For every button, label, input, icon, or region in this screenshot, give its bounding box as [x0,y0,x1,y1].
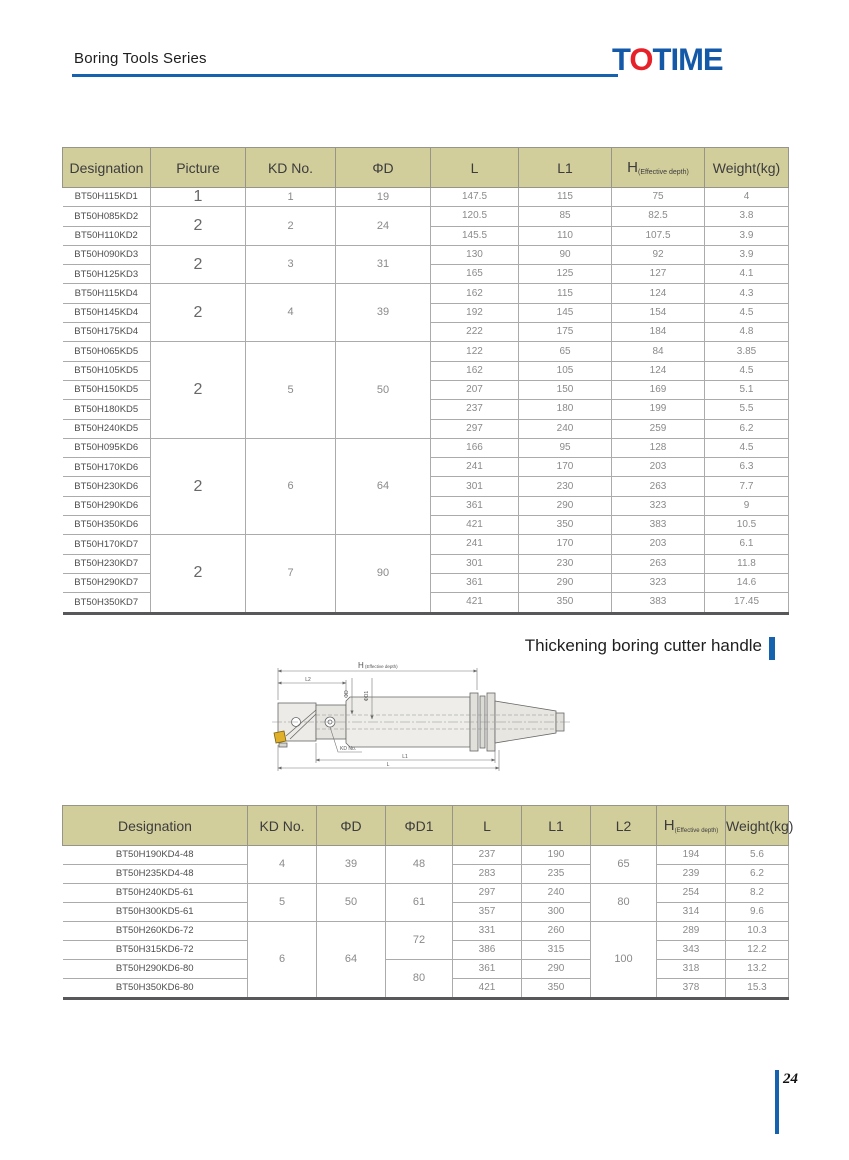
column-header: L [431,148,519,188]
table-cell: 162 [431,284,519,303]
page-title: Boring Tools Series [74,50,207,67]
table-cell: 2 [151,245,246,284]
table-row [63,207,789,226]
table-cell: 90 [519,245,612,264]
table-cell: BT50H110KD2 [63,226,151,245]
table-cell: 48 [386,846,453,884]
table-cell: 361 [453,960,522,979]
table-cell: 230 [519,477,612,496]
column-header: ΦD [317,806,386,846]
table-cell: 300 [522,903,591,922]
table-cell: BT50H085KD2 [63,207,151,226]
table-cell: 3 [246,245,336,284]
table-cell: BT50H115KD1 [63,188,151,207]
thickening-handle-table [62,805,794,1000]
table-cell: 75 [612,188,705,207]
table-cell: 24 [336,207,431,246]
table-cell: 190 [522,846,591,865]
table-cell: BT50H065KD5 [63,342,151,361]
table-cell: 2 [151,438,246,534]
table-cell: 3.9 [705,226,789,245]
table-cell: 2 [151,284,246,342]
table-row [63,188,789,207]
table-cell: BT50H180KD5 [63,400,151,419]
table-cell: 39 [317,846,386,884]
table-cell: 361 [431,496,519,515]
table-cell: 184 [612,323,705,342]
table-cell: BT50H240KD5-61 [63,884,248,903]
column-header: ΦD [336,148,431,188]
table-cell: 203 [612,458,705,477]
table-cell: 95 [519,438,612,457]
table-cell: 72 [386,922,453,960]
label-h-sub: (Effective depth) [365,664,398,669]
table-row [63,438,789,457]
carbide-insert [274,731,286,743]
table-cell: 240 [522,884,591,903]
table-cell: 9.6 [726,903,789,922]
table-cell: 124 [612,284,705,303]
label-l1: L1 [402,754,408,760]
table-cell: 6.1 [705,535,789,554]
table-cell: 230 [519,554,612,573]
table-cell: 301 [431,477,519,496]
table-cell: 4.3 [705,284,789,303]
table-cell: 4 [705,188,789,207]
table-cell: 7 [246,535,336,613]
table-cell: BT50H150KD5 [63,380,151,399]
column-header: Picture [151,148,246,188]
table-cell: 4.8 [705,323,789,342]
table-row [63,245,789,264]
table-cell: 192 [431,303,519,322]
table-cell: 9 [705,496,789,515]
table-cell: 343 [657,941,726,960]
table-cell: BT50H190KD4-48 [63,846,248,865]
table-cell: 421 [431,516,519,535]
table-cell: 6.2 [726,865,789,884]
table-cell: 283 [453,865,522,884]
table-cell: 3.9 [705,245,789,264]
table-cell: 50 [336,342,431,438]
table-cell: 386 [453,941,522,960]
table-cell: 361 [431,573,519,592]
table-cell: 290 [522,960,591,979]
table-cell: 421 [431,593,519,613]
table-row [63,342,789,361]
table-cell: 323 [612,496,705,515]
header-row [63,806,789,846]
table-cell: 154 [612,303,705,322]
table-cell: 260 [522,922,591,941]
column-header: ΦD1 [386,806,453,846]
logo-letter: T [612,41,630,78]
table-cell: 289 [657,922,726,941]
table-cell: 115 [519,284,612,303]
table-cell: 7.7 [705,477,789,496]
table-cell: 357 [453,903,522,922]
table-cell: 110 [519,226,612,245]
table-cell: BT50H105KD5 [63,361,151,380]
table-cell: 128 [612,438,705,457]
table-cell: 10.5 [705,516,789,535]
table-cell: 6 [246,438,336,534]
table-cell: 297 [453,884,522,903]
table-cell: 17.45 [705,593,789,613]
label-phid: ΦD [344,690,350,698]
table-cell: 166 [431,438,519,457]
boring-tools-table [62,147,789,615]
table-cell: 237 [431,400,519,419]
table-cell: 3.85 [705,342,789,361]
column-header: L1 [519,148,612,188]
table-cell: BT50H350KD6 [63,516,151,535]
table-cell: 64 [317,922,386,999]
table-cell: 2 [151,342,246,438]
table-cell: BT50H350KD7 [63,593,151,613]
table-cell: BT50H300KD5-61 [63,903,248,922]
table-cell: 314 [657,903,726,922]
table-cell: 175 [519,323,612,342]
table-cell: 194 [657,846,726,865]
table-cell: 90 [336,535,431,613]
table-cell: 80 [591,884,657,922]
table-cell: 315 [522,941,591,960]
tool-diagram [266,656,602,776]
column-header: Designation [63,806,248,846]
table-cell: 107.5 [612,226,705,245]
table-cell: BT50H290KD7 [63,573,151,592]
table-cell: 85 [519,207,612,226]
table-cell: 222 [431,323,519,342]
table-cell: 39 [336,284,431,342]
table-cell: 350 [519,516,612,535]
table-cell: 165 [431,265,519,284]
table-cell: 150 [519,380,612,399]
table-cell: BT50H290KD6-80 [63,960,248,979]
table-cell: 5 [246,342,336,438]
table-cell: 122 [431,342,519,361]
column-header: L2 [591,806,657,846]
table-cell: 180 [519,400,612,419]
section-accent-bar [769,637,775,660]
table-cell: 80 [386,960,453,999]
table-cell: 2 [151,207,246,246]
table-cell: 6.3 [705,458,789,477]
table-cell: 4 [246,284,336,342]
table-cell: 170 [519,535,612,554]
column-header: H(Effective depth) [612,148,705,188]
table-cell: 127 [612,265,705,284]
table-row [63,535,789,554]
table-cell: 92 [612,245,705,264]
table-cell: 15.3 [726,979,789,999]
table-cell: 241 [431,458,519,477]
table-cell: 5.6 [726,846,789,865]
table-cell: 5.5 [705,400,789,419]
header-row [63,148,789,188]
table-cell: BT50H230KD7 [63,554,151,573]
table-cell: 4.1 [705,265,789,284]
table-cell: 64 [336,438,431,534]
table-cell: 237 [453,846,522,865]
table-cell: BT50H260KD6-72 [63,922,248,941]
table-cell: 383 [612,516,705,535]
table-cell: BT50H170KD6 [63,458,151,477]
table-cell: 421 [453,979,522,999]
table-cell: 263 [612,554,705,573]
table-cell: 13.2 [726,960,789,979]
label-l: L [386,762,390,768]
table-cell: 301 [431,554,519,573]
table-row [63,960,789,979]
table-cell: 162 [431,361,519,380]
footer-accent-bar [775,1070,779,1134]
label-l2: L2 [305,677,311,683]
column-header: Weight(kg) [726,806,789,846]
table-cell: 383 [612,593,705,613]
column-header: KD No. [246,148,336,188]
table-cell: 254 [657,884,726,903]
table-cell: 290 [519,496,612,515]
table-cell: 2 [151,535,246,613]
table-cell: 241 [431,535,519,554]
table-cell: 203 [612,535,705,554]
table-cell: 120.5 [431,207,519,226]
table-cell: 290 [519,573,612,592]
totime-logo [612,42,782,79]
insert-seat [279,743,287,747]
column-header: Weight(kg) [705,148,789,188]
table-cell: 4.5 [705,303,789,322]
table-cell: 130 [431,245,519,264]
table-cell: 84 [612,342,705,361]
table-cell: 318 [657,960,726,979]
table-cell: 2 [246,207,336,246]
table-cell: BT50H170KD7 [63,535,151,554]
table-cell: 378 [657,979,726,999]
table-cell: 10.3 [726,922,789,941]
table-cell: BT50H230KD6 [63,477,151,496]
table-cell: 124 [612,361,705,380]
page-number: 24 [783,1071,798,1087]
label-phid1: ΦD1 [364,690,370,702]
column-header: L [453,806,522,846]
table-cell: 11.8 [705,554,789,573]
label-h: H [358,661,364,670]
table-cell: 147.5 [431,188,519,207]
table-cell: 100 [591,922,657,999]
table-cell: 50 [317,884,386,922]
label-kd-no: KD No. [340,746,357,752]
table-cell: 235 [522,865,591,884]
table-cell: 65 [591,846,657,884]
table-cell: 19 [336,188,431,207]
table-cell: BT50H090KD3 [63,245,151,264]
table-cell: 31 [336,245,431,284]
table-cell: 65 [519,342,612,361]
table-cell: 169 [612,380,705,399]
table-cell: 259 [612,419,705,438]
column-header: KD No. [248,806,317,846]
table-cell: 4.5 [705,361,789,380]
table-cell: 82.5 [612,207,705,226]
table-cell: 5 [248,884,317,922]
table-cell: 1 [151,188,246,207]
table-cell: 1 [246,188,336,207]
table-row [63,846,789,865]
table-cell: 4 [248,846,317,884]
table-cell: 12.2 [726,941,789,960]
column-header: Designation [63,148,151,188]
table-cell: 6 [248,922,317,999]
table-cell: BT50H125KD3 [63,265,151,284]
logo-letter-o: O [629,41,653,78]
table-cell: 4.5 [705,438,789,457]
table-cell: 8.2 [726,884,789,903]
table-cell: BT50H290KD6 [63,496,151,515]
table-cell: 350 [519,593,612,613]
table-cell: 105 [519,361,612,380]
table-cell: BT50H350KD6-80 [63,979,248,999]
table-cell: BT50H315KD6-72 [63,941,248,960]
table-cell: 5.1 [705,380,789,399]
table-cell: BT50H145KD4 [63,303,151,322]
section-title: Thickening boring cutter handle [524,636,762,655]
table-cell: 14.6 [705,573,789,592]
table-cell: 263 [612,477,705,496]
column-header: H(Effective depth) [657,806,726,846]
table-cell: 3.8 [705,207,789,226]
table-cell: 170 [519,458,612,477]
table-cell: BT50H240KD5 [63,419,151,438]
table-cell: 207 [431,380,519,399]
table-cell: 323 [612,573,705,592]
table-cell: 6.2 [705,419,789,438]
header-rule [72,74,618,77]
table-cell: 331 [453,922,522,941]
table-cell: BT50H175KD4 [63,323,151,342]
table-cell: BT50H115KD4 [63,284,151,303]
table-cell: 239 [657,865,726,884]
table-cell: 350 [522,979,591,999]
table-cell: 297 [431,419,519,438]
table-cell: 199 [612,400,705,419]
table-cell: 145 [519,303,612,322]
table-cell: 145.5 [431,226,519,245]
table-cell: BT50H235KD4-48 [63,865,248,884]
table-row [63,884,789,903]
column-header: L1 [522,806,591,846]
table-cell: 115 [519,188,612,207]
table-cell: 61 [386,884,453,922]
logo-letters: TIME [652,41,723,78]
table-cell: BT50H095KD6 [63,438,151,457]
table-row [63,284,789,303]
table-row [63,922,789,941]
table-cell: 240 [519,419,612,438]
table-cell: 125 [519,265,612,284]
